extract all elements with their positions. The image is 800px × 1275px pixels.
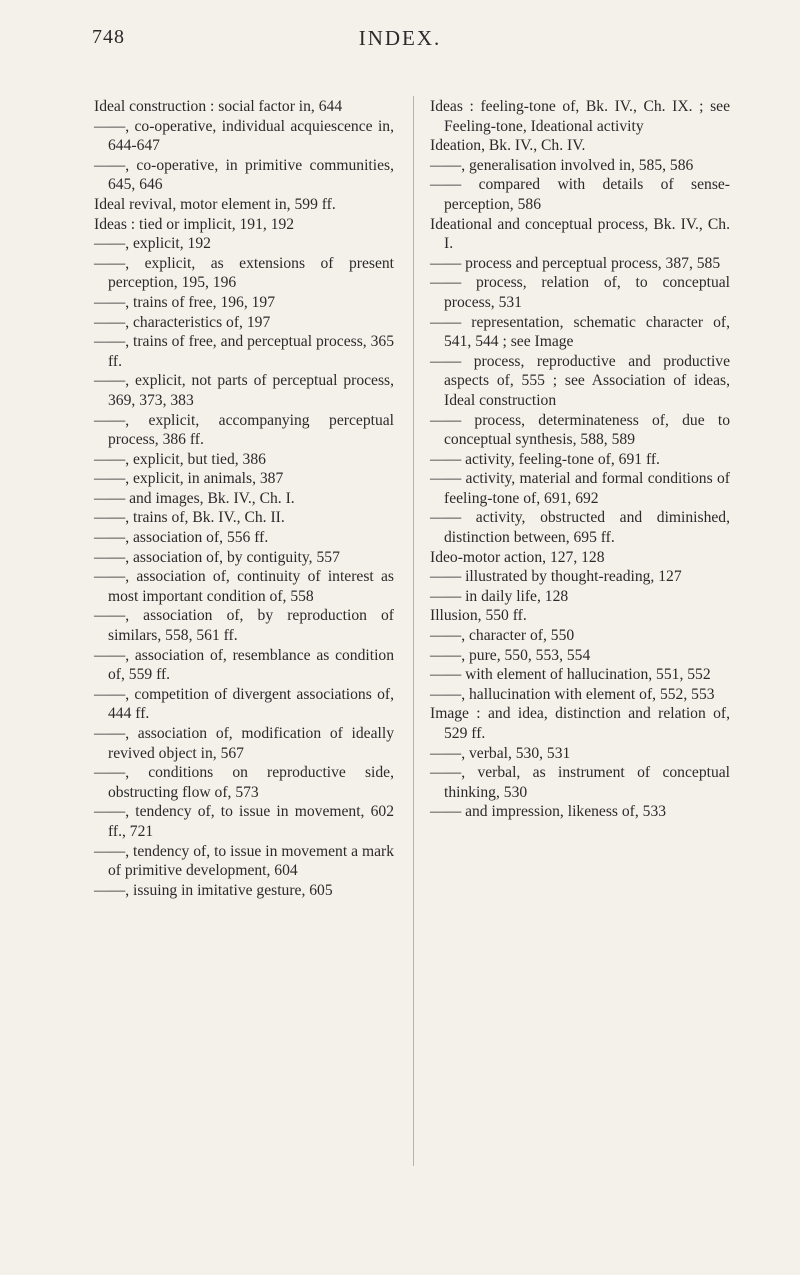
index-entry: —— illustrated by thought-reading, 127 xyxy=(430,568,682,586)
index-entry: ——, association of, 556 ff. xyxy=(94,529,269,547)
index-entry: ——, explicit, not parts of perceptual process, 369, 373, 383 xyxy=(94,372,394,409)
index-entry: —— process, relation of, to conceptual process, 531 xyxy=(430,274,730,311)
index-entry: ——, co-operative, in primitive communities, 645, 646 xyxy=(94,156,394,194)
index-entry: ——, verbal, as instrument of conceptual thinking, 530 xyxy=(430,764,730,801)
index-entry: ——, issuing in imitative gesture, 605 xyxy=(94,881,333,899)
index-entry: ——, pure, 550, 553, 554 xyxy=(430,646,591,664)
index-entry: Illusion, 550 ff. xyxy=(430,607,527,625)
index-entry: ——, competition of divergent associations of, 444 ff. xyxy=(94,685,394,723)
index-entry: —— representation, schematic character of, 541, 544 ; see Image xyxy=(430,313,730,351)
index-entry: ——, explicit, accompanying perceptual process, 386 ff. xyxy=(94,411,394,449)
index-entry: ——, association of, resemblance as condition of, 559 ff. xyxy=(94,646,394,684)
index-entry: ——, association of, modification of ideally revived object in, 567 xyxy=(94,725,394,762)
index-entry: —— and impression, likeness of, 533 xyxy=(430,803,667,821)
index-entry: —— in daily life, 128 xyxy=(430,587,569,605)
index-entry: ——, trains of free, 196, 197 xyxy=(94,293,276,311)
index-entry: —— process, reproductive and productive aspects of, 555 ; see Association of ideas, Ideal construction xyxy=(430,352,730,409)
index-entry: ——, generalisation involved in, 585, 586 xyxy=(430,156,694,174)
page-number: 748 xyxy=(92,26,125,48)
index-entry: Ideational and conceptual process, Bk. IV., Ch. I. xyxy=(430,215,730,253)
index-entry: ——, trains of free, and perceptual process, 365 ff. xyxy=(94,333,394,370)
index-entry: Ideal revival, motor element in, 599 ff. xyxy=(94,195,336,213)
index-entry: Image : and idea, distinction and relation of, 529 ff. xyxy=(430,705,730,742)
index-entry: ——, conditions on reproductive side, obstructing flow of, 573 xyxy=(94,764,394,801)
index-entry: ——, verbal, 530, 531 xyxy=(430,744,571,762)
index-column-left xyxy=(94,97,394,900)
index-entry: —— process and perceptual process, 387, 585 xyxy=(430,254,721,272)
index-entry: ——, co-operative, individual acquiescence in, 644-647 xyxy=(94,117,394,155)
index-entry: Ideal construction : social factor in, 644 xyxy=(94,98,343,115)
index-entry: Ideation, Bk. IV., Ch. IV. xyxy=(430,137,586,155)
index-entry: ——, tendency of, to issue in movement a mark of primitive development, 604 xyxy=(94,842,394,880)
index-entry: ——, association of, by contiguity, 557 xyxy=(94,548,340,566)
page-header xyxy=(0,26,800,56)
index-entry: ——, characteristics of, 197 xyxy=(94,313,271,331)
running-title: INDEX. xyxy=(358,26,442,50)
index-entry: Ideas : feeling-tone of, Bk. IV., Ch. IX. ; see Feeling-tone, Ideational activity xyxy=(430,98,730,135)
index-entry: ——, explicit, 192 xyxy=(94,235,211,253)
index-entry: ——, trains of, Bk. IV., Ch. II. xyxy=(94,509,285,527)
index-entry: —— with element of hallucination, 551, 552 xyxy=(430,666,711,684)
index-entry: —— activity, obstructed and diminished, distinction between, 695 ff. xyxy=(430,509,730,547)
index-entry: ——, hallucination with element of, 552, 553 xyxy=(430,685,715,703)
index-entry: ——, explicit, but tied, 386 xyxy=(94,450,266,468)
index-entry: —— activity, material and formal conditions of feeling-tone of, 691, 692 xyxy=(430,470,730,507)
index-entry: —— compared with details of sense-perception, 586 xyxy=(430,176,730,213)
index-entry: Ideo-motor action, 127, 128 xyxy=(430,548,605,566)
index-entry: —— and images, Bk. IV., Ch. I. xyxy=(94,489,295,507)
index-entry: ——, association of, by reproduction of similars, 558, 561 ff. xyxy=(94,607,394,645)
index-entry: ——, tendency of, to issue in movement, 602 ff., 721 xyxy=(94,803,394,840)
index-entry: —— activity, feeling-tone of, 691 ff. xyxy=(430,450,660,468)
index-entry: ——, explicit, in animals, 387 xyxy=(94,470,284,488)
index-column-right xyxy=(430,97,730,822)
index-entry: ——, explicit, as extensions of present perception, 195, 196 xyxy=(94,254,394,292)
column-divider xyxy=(413,96,414,1166)
index-entry: ——, association of, continuity of interest as most important condition of, 558 xyxy=(94,568,394,605)
index-entry: Ideas : tied or implicit, 191, 192 xyxy=(94,215,295,233)
index-entry: ——, character of, 550 xyxy=(430,627,575,645)
index-entry: —— process, determinateness of, due to conceptual synthesis, 588, 589 xyxy=(430,411,730,449)
